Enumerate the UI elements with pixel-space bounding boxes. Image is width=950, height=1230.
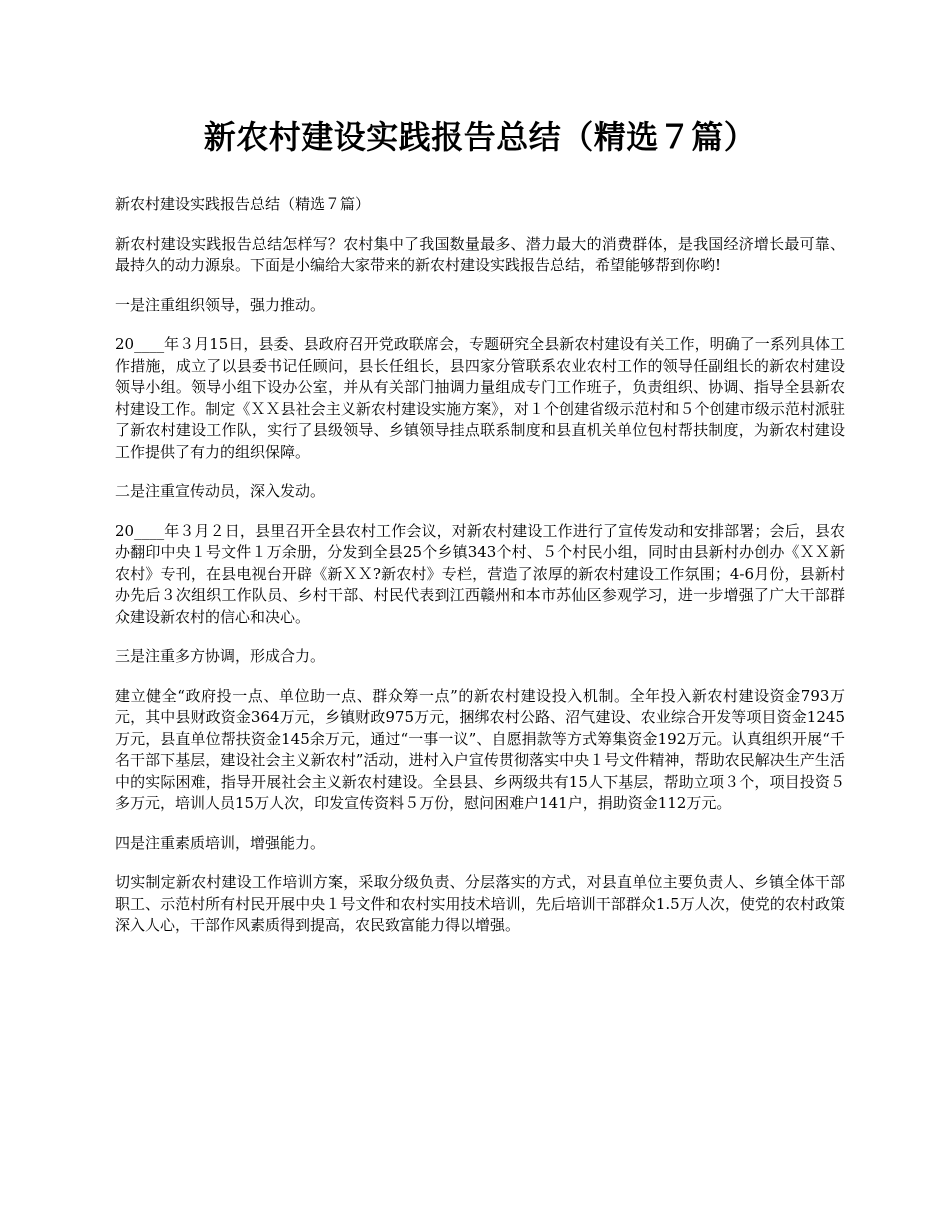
intro-paragraph: 新农村建设实践报告总结怎样写？农村集中了我国数量最多、潜力最大的消费群体，是我国经济增长最可靠、最持久的动力源泉。下面是小编给大家带来的新农村建设实践报告总结，希望能够帮到你哟! [115,234,845,274]
section-heading-3: 三是注重多方协调，形成合力。 [115,647,326,665]
section-heading-1: 一是注重组织领导，强力推动。 [115,295,326,314]
section-body-4: 切实制定新农村建设工作培训方案，采取分级负责、分层落实的方式，对县直单位主要负责人、乡镇全体干部职工、示范村所有村民开展中央１号文件和农村实用技术培训，先后培训干部群众1.5万人次，使党的农村政策深入人心，干部作风素质得到提高，农民致富能力得以增强。 [115,873,845,934]
section-body-3: 建立健全“政府投一点、单位助一点、群众筹一点”的新农村建设投入机制。全年投入新农村建设资金793万元，其中县财政资金364万元，乡镇财政975万元，捆绑农村公路、沼气建设、农业综合开发等项目资金1245万元，县直单位帮扶资金145余万元，通过“一事一议”、自愿捐款等方式筹集资金192万元。认真组织开展“千名干部下基层，建设社会主义新农村”活动，进村入户宣传贯彻落实中央１号文件精神，帮助农民解决生产生活中的实际困难，指导开展社会主义新农村建设。全县县、乡两级共有15人下基层，帮助立项３个，项目投资５多万元，培训人员15万人次，印发宣传资料５万份，慰问困难户141户，捐助资金112万元。 [115,686,845,812]
document-page [115,112,845,955]
section-heading-4: 四是注重素质培训，增强能力。 [115,833,326,852]
section-body-1: 20____年３月15日，县委、县政府召开党政联席会，专题研究全县新农村建设有关工作，明确了一系列具体工作措施，成立了以县委书记任顾问，县长任组长，县四家分管联系农业农村工作的领导任副组长的新农村建设领导小组。领导小组下设办公室，并从有关部门抽调力量组成专门工作班子，负责组织、协调、指导全县新农村建设工作。制定《ＸＸ县社会主义新农村建设实施方案》，对１个创建省级示范村和５个创建市级示范村派驻了新农村建设工作队，实行了县级领导、乡镇领导挂点联系制度和县直机关单位包村帮扶制度，为新农村建设工作提供了有力的组织保障。 [115,335,845,461]
subtitle-paragraph: 新农村建设实践报告总结（精选７篇） [115,195,371,213]
section-heading-2: 二是注重宣传动员，深入发动。 [115,482,326,500]
section-body-2: 20____年３月２日，县里召开全县农村工作会议，对新农村建设工作进行了宣传发动和安排部署；会后，县农办翻印中央１号文件１万余册，分发到全县25个乡镇343个村、５个村民小组，同时由县新村办创办《ＸＸ新农村》专刊，在县电视台开辟《新ＸＸ?新农村》专栏，营造了浓厚的新农村建设工作氛围；4-6月份，县新村办先后３次组织工作队员、乡村干部、村民代表到江西赣州和本市苏仙区参观学习，进一步增强了广大干部群众建设新农村的信心和决心。 [115,521,845,626]
document-title: 新农村建设实践报告总结（精选７篇） [203,118,757,156]
